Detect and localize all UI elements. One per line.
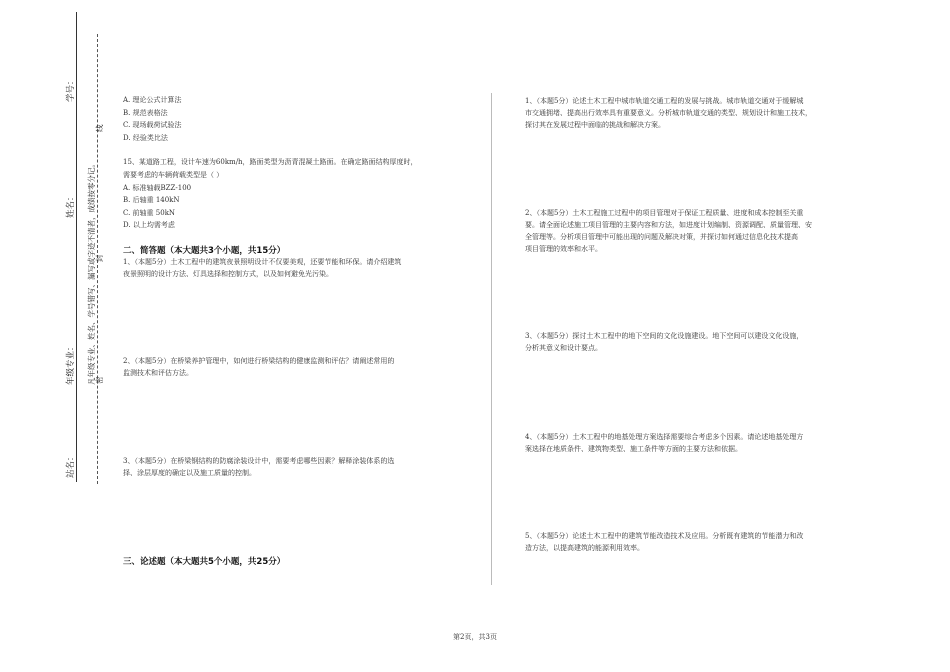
- q14-option-c: C. 现场载荷试验法: [123, 121, 182, 129]
- short-answer-3-line-2: 择、涂层厚度的确定以及施工质量的控制。: [123, 469, 256, 477]
- q15-stem-line-2: 需要考虑的车辆荷载类型是（ ）: [123, 171, 224, 179]
- q15-option-b: B. 后轴重 140kN: [123, 196, 180, 204]
- essay-3-line-2: 分析其意义和设计要点。: [525, 344, 602, 352]
- page-number: 第2页，共3页: [453, 633, 497, 641]
- essay-1-line-3: 探讨其在发展过程中面临的挑战和解决方案。: [525, 121, 665, 129]
- short-answer-3-line-1: 3、（本题5分）在桥梁钢结构的防腐涂装设计中，需要考虑哪些因素？解释涂装体系的选: [123, 457, 395, 465]
- short-answer-2-line-1: 2、（本题5分）在桥梁养护管理中，如何进行桥梁结构的健康监测和评估？请阐述常用的: [123, 357, 395, 365]
- school-label: 站名：: [66, 452, 76, 478]
- margin-solid-line: [76, 12, 77, 482]
- student-id-label: 学号：: [66, 76, 76, 102]
- q14-option-d: D. 经验类比法: [123, 134, 168, 142]
- section-3-heading: 三、论述题（本大题共5个小题，共25分）: [123, 557, 286, 567]
- seal-char-line: 线: [95, 124, 104, 132]
- seal-char-seal: 封: [95, 254, 104, 262]
- q15-option-c: C. 前轴重 50kN: [123, 209, 176, 217]
- binding-instruction: 凡年级专业、姓名、学号错写、漏写或字迹不清者，成绩按零分记。: [87, 160, 96, 385]
- essay-2-line-1: 2、（本题5分）土木工程施工过程中的项目管理对于保证工程质量、进度和成本控制至关重: [525, 209, 804, 217]
- seal-char-secret: 密: [95, 376, 104, 384]
- essay-3-line-1: 3、（本题5分）探讨土木工程中的地下空间的文化设施建设。地下空间可以建设文化设施，: [525, 332, 804, 340]
- essay-1-line-1: 1、（本题5分）论述土木工程中城市轨道交通工程的发展与挑战。城市轨道交通对于缓解城: [525, 97, 804, 105]
- essay-5-line-2: 造方法，以提高建筑的能源利用效率。: [525, 544, 644, 552]
- essay-4-line-1: 4、（本题5分）土木工程中的地基处理方案选择需要综合考虑多个因素。请论述地基处理方: [525, 433, 804, 441]
- short-answer-1-line-2: 夜景照明的设计方法、灯具选择和控制方式，以及如何避免光污染。: [123, 270, 333, 278]
- essay-4-line-2: 案选择在地质条件、建筑物类型、施工条件等方面的主要方法和依据。: [525, 445, 742, 453]
- essay-5-line-1: 5、（本题5分）论述土木工程中的建筑节能改造技术及应用。分析既有建筑的节能潜力和改: [525, 532, 804, 540]
- q15-stem-line-1: 15、某道路工程，设计车速为60km/h，路面类型为沥青混凝土路面。在确定路面结构厚度时，: [123, 158, 418, 166]
- section-2-heading: 二、简答题（本大题共3个小题，共15分）: [123, 246, 286, 256]
- q15-option-a: A. 标准轴载BZZ-100: [123, 184, 192, 192]
- major-label: 年级专业：: [66, 342, 76, 385]
- essay-2-line-2: 要。请全面论述施工项目管理的主要内容和方法，如进度计划编制、资源调配、质量管理、安: [525, 221, 812, 229]
- q14-option-a: A. 理论公式计算法: [123, 96, 182, 104]
- q14-option-b: B. 规范表格法: [123, 109, 168, 117]
- short-answer-2-line-2: 监测技术和评估方法。: [123, 369, 193, 377]
- essay-1-line-2: 市交通拥堵、提高出行效率具有重要意义。分析城市轨道交通的类型、规划设计和施工技术，: [525, 109, 812, 117]
- short-answer-1-line-1: 1、（本题5分）土木工程中的建筑夜景照明设计不仅要美观，还要节能和环保。请介绍建筑: [123, 258, 402, 266]
- name-label: 姓名：: [66, 192, 76, 218]
- essay-2-line-4: 项目管理的效率和水平。: [525, 245, 602, 253]
- essay-2-line-3: 全管理等。分析项目管理中可能出现的问题及解决对策，并探讨如何通过信息化技术提高: [525, 233, 798, 241]
- q15-option-d: D. 以上均需考虑: [123, 221, 175, 229]
- column-divider: [491, 93, 492, 585]
